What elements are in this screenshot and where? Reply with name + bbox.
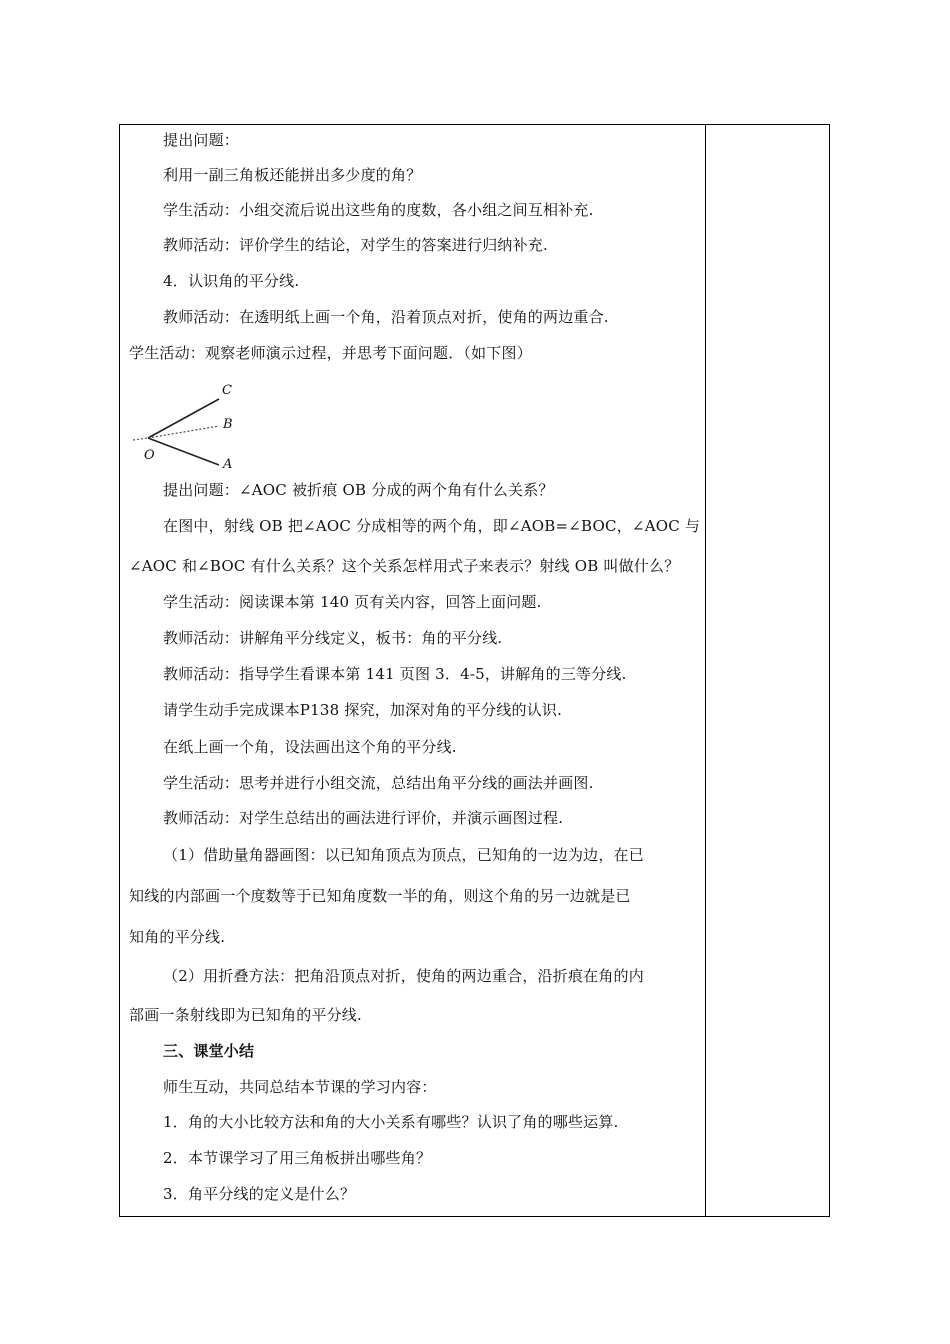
ray-oc [148,399,219,438]
angle-bisector-diagram [128,378,248,473]
text-line-8: 提出问题：∠AOC 被折痕 OB 分成的两个角有什么关系？ [163,481,554,499]
text-line-7: 学生活动：观察老师演示过程，并思考下面问题．（如下图） [129,344,532,362]
text-line-21: （2）用折叠方法：把角沿顶点对折，使角的两边重合，沿折痕在角的内 [163,967,644,985]
text-line-16: 学生活动：思考并进行小组交流，总结出角平分线的画法并画图. [163,774,594,792]
column-divider [705,125,706,1216]
text-line-2: 利用一副三角板还能拼出多少度的角？ [163,166,422,184]
text-line-24: 师生互动，共同总结本节课的学习内容： [163,1078,437,1096]
fold-line-extension [133,438,148,440]
text-line-14: 请学生动手完成课本P138 探究，加深对角的平分线的认识. [163,701,563,719]
text-line-17: 教师活动：对学生总结出的画法进行评价，并演示画图过程. [163,809,564,827]
text-line-1: 提出问题： [163,131,240,149]
text-line-10: ∠AOC 和∠BOC 有什么关系？这个关系怎样用式子来表示？射线 OB 叫做什么？ [129,557,680,575]
text-line-3: 学生活动：小组交流后说出这些角的度数，各小组之间互相补充. [163,201,594,219]
text-line-11: 学生活动：阅读课本第 140 页有关内容，回答上面问题. [163,593,542,611]
label-c: C [222,383,232,398]
text-line-19: 知线的内部画一个度数等于已知角度数一半的角，则这个角的另一边就是已 [129,887,631,905]
text-line-26: 2．本节课学习了用三角板拼出哪些角？ [163,1149,432,1167]
text-line-22: 部画一条射线即为已知角的平分线. [129,1006,362,1024]
text-line-15: 在纸上画一个角，设法画出这个角的平分线. [163,738,457,756]
text-line-12: 教师活动：讲解角平分线定义，板书：角的平分线. [163,629,503,647]
text-line-13: 教师活动：指导学生看课本第 141 页图 3．4-5，讲解角的三等分线. [163,665,627,683]
text-line-9: 在图中，射线 OB 把∠AOC 分成相等的两个角，即∠AOB=∠BOC，∠AOC 与 [163,517,701,535]
section-heading-summary: 三、课堂小结 [163,1042,255,1060]
text-line-18: （1）借助量角器画图：以已知角顶点为顶点，已知角的一边为边，在已 [163,846,644,864]
text-line-5: 4．认识角的平分线. [163,272,300,290]
text-line-20: 知角的平分线. [129,928,226,946]
text-line-6: 教师活动：在透明纸上画一个角，沿着顶点对折，使角的两边重合. [163,308,609,326]
text-line-27: 3．角平分线的定义是什么？ [163,1185,356,1203]
label-o: O [144,448,155,463]
label-b: B [223,417,233,432]
ray-oa [148,438,219,465]
label-a: A [223,457,233,472]
text-line-4: 教师活动：评价学生的结论，对学生的答案进行归纳补充. [163,236,548,254]
text-line-25: 1．角的大小比较方法和角的大小关系有哪些？认识了角的哪些运算. [163,1113,619,1131]
